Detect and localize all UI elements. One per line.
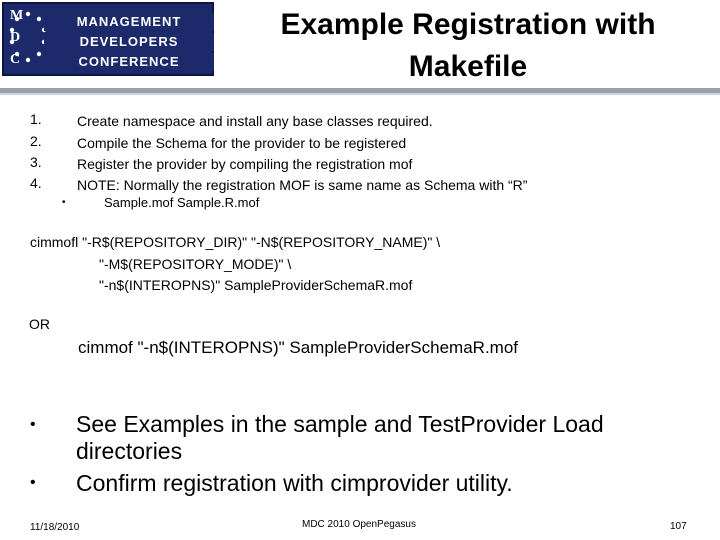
logo-line-management: MANAGEMENT xyxy=(44,13,214,31)
slide-title xyxy=(236,4,700,88)
title-divider-shadow xyxy=(0,93,720,95)
alt-command: cimmof "-n$(INTEROPNS)" SampleProviderSchemaR.mof xyxy=(78,338,519,357)
logo-letter-m: M xyxy=(10,8,24,23)
conference-logo xyxy=(2,2,214,76)
step-text: Create namespace and install any base classes required. xyxy=(77,113,433,129)
command-line-1: cimmofl "-R$(REPOSITORY_DIR)" "-N$(REPOSITORY_NAME)" \ xyxy=(30,234,441,250)
step-text: Register the provider by compiling the registration mof xyxy=(77,156,413,172)
logo-line-conference: CONFERENCE xyxy=(44,53,214,71)
slide-title-line2: Makefile xyxy=(408,50,528,83)
bullet-text: See Examples in the sample and TestProvider Load directories xyxy=(76,411,604,464)
bullet-icon: • xyxy=(30,416,36,433)
slide-title-line1: Example Registration with xyxy=(280,8,656,41)
step-text: NOTE: Normally the registration MOF is same name as Schema with “R” xyxy=(77,177,528,193)
logo-letter-d: D xyxy=(10,30,21,45)
sub-bullet-text: Sample.mof Sample.R.mof xyxy=(104,195,260,210)
command-line-2: "-M$(REPOSITORY_MODE)" \ xyxy=(99,256,292,272)
logo-letter-c: C xyxy=(10,52,21,67)
step-number: 4. xyxy=(30,175,42,191)
command-line-3: "-n$(INTEROPNS)" SampleProviderSchemaR.mof xyxy=(99,277,413,293)
footer-center: MDC 2010 OpenPegasus xyxy=(302,519,416,530)
sub-bullet-icon: • xyxy=(62,197,66,208)
logo-line-developers: DEVELOPERS xyxy=(44,33,214,51)
step-number: 3. xyxy=(30,154,42,170)
page-number: 107 xyxy=(670,521,687,532)
bullet-text: Confirm registration with cimprovider utility. xyxy=(76,470,513,496)
step-number: 2. xyxy=(30,133,42,149)
footer-date: 11/18/2010 xyxy=(30,522,80,533)
or-label: OR xyxy=(29,316,50,332)
step-text: Compile the Schema for the provider to be registered xyxy=(77,135,407,151)
step-number: 1. xyxy=(30,111,42,127)
bullet-icon: • xyxy=(30,474,36,491)
